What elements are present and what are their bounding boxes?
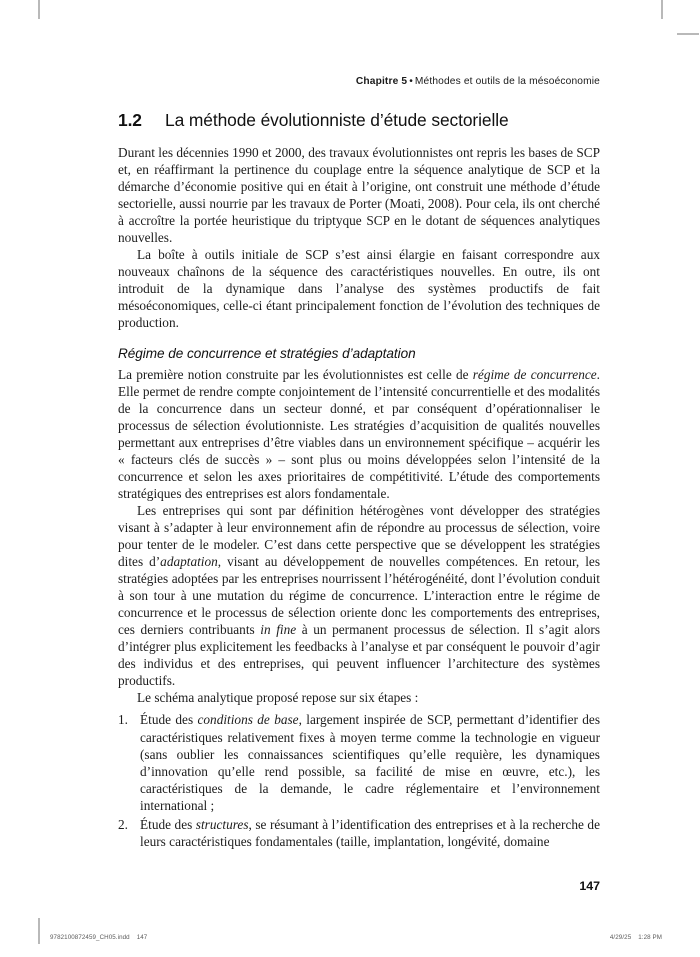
list-item-emphasis: conditions de base	[197, 712, 299, 728]
paragraph-regime-definition	[118, 366, 600, 502]
list-item	[118, 711, 600, 813]
paragraph-regime-text-2: . Elle permet de rendre compte conjointement de l’intensité concurrentielle et des modalités de la concurrence dans un secteur donné, et par conséquent d’opérationnaliser le processus de sélection évolutionniste. Les stratégies d’acquisition de qualités nouvelles permettant aux entreprises d’être viables dans un environnement spécifique – acquérir les « facteurs clés de succès » – sont plus ou moins développées selon l’intensité de la concurrence et selon les axes prioritaires de compétitivité. L’étude des comportements stratégiques des entreprises est alors fondamentale.	[118, 366, 600, 501]
list-item-text-1: Étude des	[140, 712, 198, 728]
list-item-text-2: , se résumant à l’identification des entreprises et à la recherche de leurs caractéristiques fondamentales (taille, implantation, longévité, domaine	[140, 816, 600, 849]
paragraph-strategies	[118, 502, 600, 690]
section-title-text: La méthode évolutionniste d’étude sectorielle	[165, 110, 509, 130]
list-item	[118, 816, 600, 850]
paragraph-toolbox: La boîte à outils initiale de SCP s’est ainsi élargie en faisant correspondre aux nouveaux chaînons de la séquence des caractéristiques nouvelles. En outre, ils ont introduit de la dynamique dans l’analyse des systèmes productifs de fait mésoéconomiques, celle-ci étant principalement fonction de l’évolution des techniques de production.	[118, 247, 600, 331]
list-item-text-2: , largement inspirée de SCP, permettant d’identifier des caractéristiques relativement fixes à moyen terme comme la technologie en vigueur (sans oublier les connaissances scientifiques qu’elle requière, les dynamiques d’innovation qu’elle rend possible, sa facilité de mise en œuvre, etc.), les caractéristiques de la demande, le cadre réglementaire et l’environnement international ;	[140, 712, 600, 813]
list-item-marker: 1.	[118, 712, 128, 728]
paragraph-strategies-emphasis-adaptation: adaptation	[160, 554, 218, 570]
imposition-file-name: 9782100872459_CH05.indd	[50, 934, 130, 941]
steps-list	[118, 711, 600, 849]
list-item-emphasis: structures	[195, 816, 249, 832]
imposition-time: 1:28 PM	[638, 934, 662, 941]
paragraph-intro: Durant les décennies 1990 et 2000, des travaux évolutionnistes ont repris les bases de SCP et, en réaffirmant la pertinence du couplage entre la séquence analytique de SCP et la démarche d’économie positive qui en était à l’origine, ont construit une méthode d’étude sectorielle, aussi nourrie par les travaux de Porter (Moati, 2008). Pour cela, ils ont cherché à accroître la portée heuristique du triptyque SCP en le dotant de séquences analytiques nouvelles.	[118, 145, 600, 246]
sub-heading-connector: et	[261, 345, 280, 361]
imposition-footer-right	[610, 934, 662, 941]
paragraph-schema-intro: Le schéma analytique proposé repose sur six étapes :	[137, 690, 419, 706]
list-item-text-1: Étude des	[140, 816, 196, 832]
running-head-title: Méthodes et outils de la mésoéconomie	[414, 76, 600, 87]
paragraph-strategies-emphasis-in-fine: in fine	[260, 622, 297, 638]
paragraph-strategies-text-1: Les entreprises qui sont par définition hétérogènes vont développer des stratégies visant à s’adapter à leur environnement afin de répondre au processus de sélection, voire pour tenter de le modeler. C’est dans cette perspective que se développent les stratégies dites d’	[118, 502, 600, 570]
sub-heading-part-2: stratégies d’adaptation	[279, 345, 416, 361]
list-item-marker: 2.	[118, 816, 128, 832]
paragraph-regime-text-1: La première notion construite par les évolutionnistes est celle de	[118, 366, 473, 382]
page-title	[118, 110, 600, 131]
imposition-file-page: 147	[136, 934, 148, 941]
page-number: 147	[579, 879, 600, 893]
paragraph-strategies-text-2: , visant au développement de nouvelles compétences. En retour, les stratégies adoptées par les entreprises nourrissent l’hétérogénéité, dont l’évolution conduit à son tour à une mutation du régime de concurrence. L’interaction entre le régime de concurrence et le processus de sélection oriente donc les comportements des entreprises, ces derniers contribuants	[118, 554, 600, 638]
section-number: 1.2	[118, 110, 142, 130]
imposition-footer-left	[50, 934, 147, 941]
sub-heading-part-1: Régime de concurrence	[118, 345, 262, 361]
imposition-date: 4/29/25	[609, 934, 632, 941]
paragraph-regime-emphasis: régime de concurrence	[472, 366, 597, 382]
page-content	[118, 110, 600, 852]
paragraph-strategies-text-3: à un permanent processus de sélection. Il s’agit alors d’intégrer plus explicitement les feedbacks à l’analyse et par conséquent le pouvoir d’agir des individus et des entreprises, qui peuvent influencer l’architecture des systèmes productifs.	[118, 622, 601, 689]
sub-heading-regime-concurrence	[118, 346, 600, 361]
running-head-chapter: Chapitre 5	[355, 76, 408, 87]
running-head-separator: •	[409, 76, 413, 87]
running-head	[118, 76, 600, 87]
